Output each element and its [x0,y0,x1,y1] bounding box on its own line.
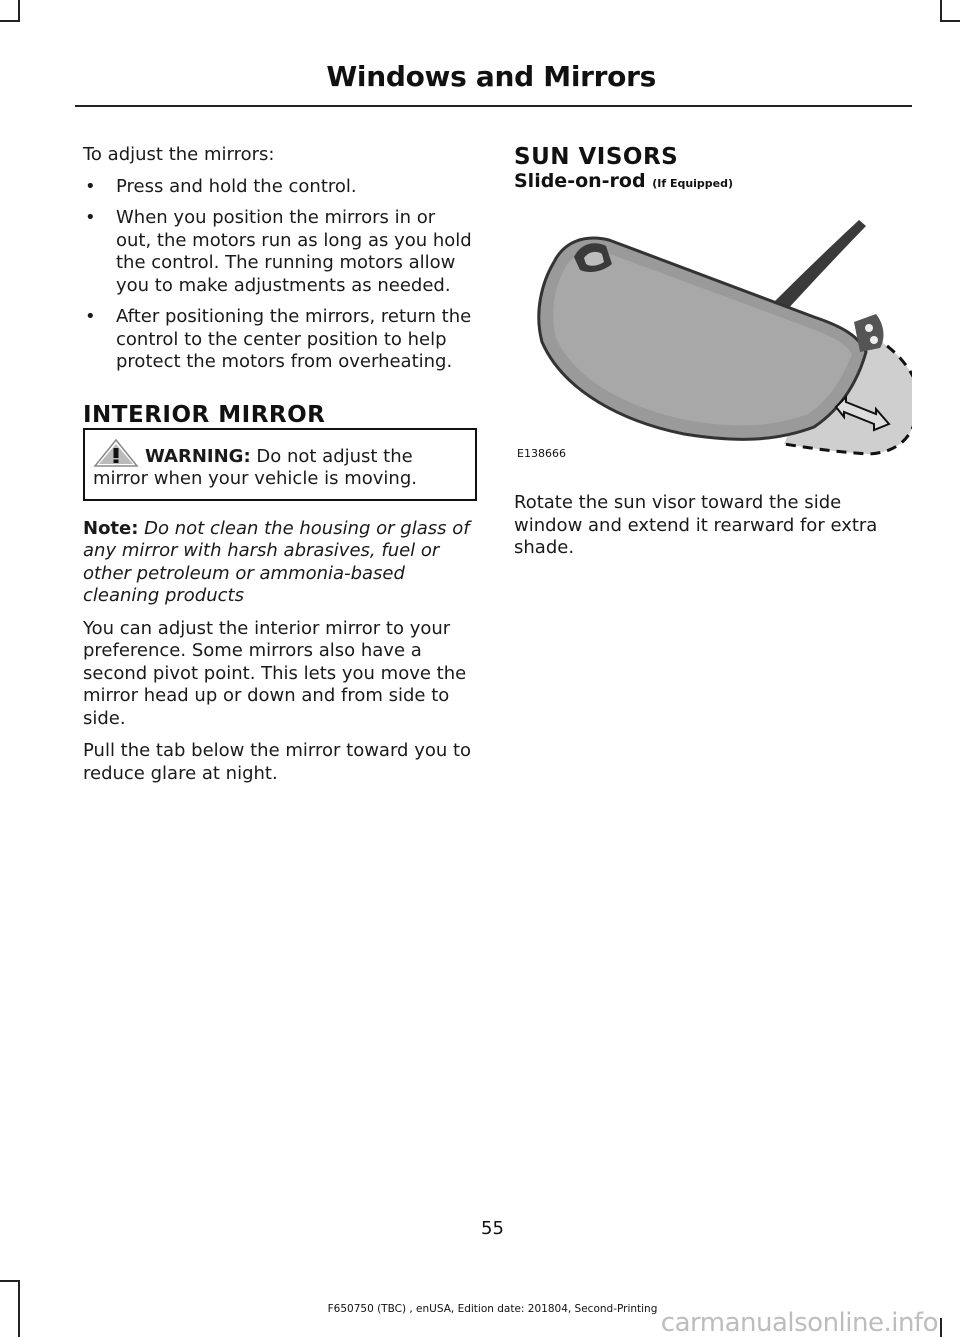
edition-info: F650750 (TBC) , enUSA, Edition date: 201804, Second-Printing [327,1303,658,1315]
paragraph: Pull the tab below the mirror toward you to reduce glare at night. [83,740,472,784]
list-item: • After positioning the mirrors, return the control to the center position to help protect the motors from overheating. [85,306,472,372]
subheading-note: (If Equipped) [652,177,734,190]
crop-mark [0,20,20,22]
note-label: Note: [83,517,139,539]
page-title: Windows and Mirrors [326,60,656,93]
warning-text: WARNING: Do not adjust the mirror when your vehicle is moving. [93,438,467,491]
crop-mark [940,20,960,22]
section-heading-interior-mirror: INTERIOR MIRROR [83,401,326,428]
watermark: carmanualsonline.info [660,1308,938,1338]
crop-mark [0,1280,20,1282]
crop-mark [18,0,20,22]
header-divider [75,105,912,107]
figure-id: E138666 [517,447,566,460]
sun-visor-drawing [514,202,912,472]
page-number: 55 [481,1218,504,1239]
warning-triangle-icon [93,438,139,468]
list-item: • When you position the mirrors in or out, the motors run as long as you hold the control. The running motors allow you to make adjustments as needed. [85,207,472,296]
bullet-icon: • [85,207,96,228]
section-heading-sun-visors: SUN VISORS [514,144,679,170]
paragraph: You can adjust the interior mirror to your preference. Some mirrors also have a second pivot point. This lets you move the mirror head up or down and from side to side. [83,617,467,729]
note-text: Note: Do not clean the housing or glass of any mirror with harsh abrasives, fuel or other petroleum or ammonia-based cleaning products [83,517,470,606]
left-column [83,144,475,795]
warning-box [83,428,477,501]
list-item: • Press and hold the control. [85,175,357,197]
subheading: Slide-on-rod (If Equipped) [514,170,734,192]
warning-label: WARNING: [145,445,251,467]
paragraph: Rotate the sun visor toward the side window and extend it rearward for extra shade. [514,492,878,558]
crop-mark [940,1318,942,1337]
bullet-list [83,176,475,374]
bullet-icon: • [85,175,96,197]
sun-visor-illustration [514,202,912,472]
right-column [514,144,912,570]
bullet-icon: • [85,306,96,327]
crop-mark [940,0,942,22]
intro-text: To adjust the mirrors: [83,144,275,165]
